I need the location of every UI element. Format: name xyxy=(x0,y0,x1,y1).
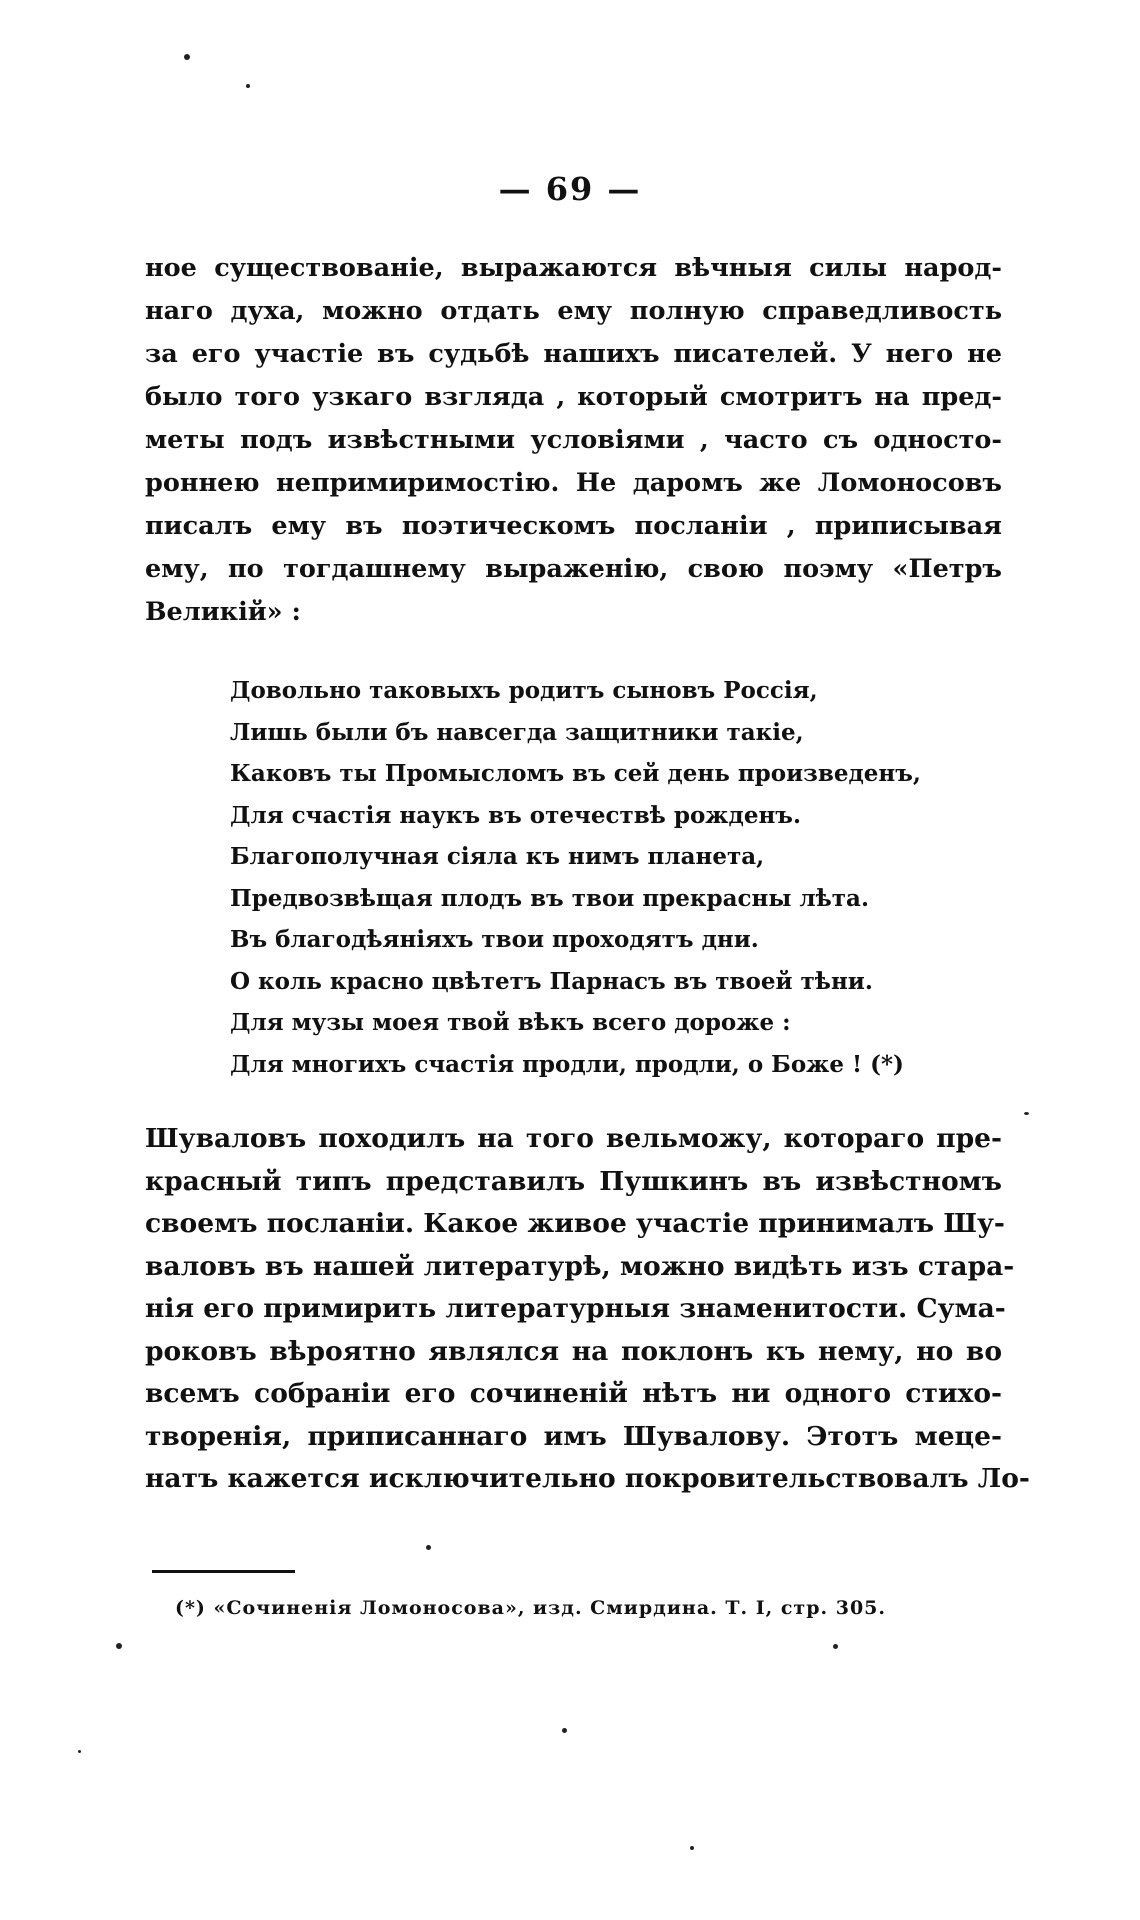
scan-speck xyxy=(562,1728,567,1733)
text-line: было того узкаго взгляда , который смотритъ на пред- xyxy=(145,382,1002,412)
poem-quote xyxy=(230,670,921,1085)
text-line: валовъ въ нашей литературѣ, можно видѣть изъ стара- xyxy=(145,1250,1015,1282)
paragraph-2 xyxy=(145,1118,1030,1501)
footnote-divider xyxy=(152,1570,295,1573)
scan-speck xyxy=(1024,1112,1029,1115)
scan-speck xyxy=(116,1643,122,1649)
text-line: своемъ посланіи. Какое живое участіе принималъ Шу- xyxy=(145,1208,1005,1239)
scan-speck xyxy=(78,1750,81,1753)
page-number: — 69 — xyxy=(498,170,642,208)
text-line: наго духа, можно отдать ему полную справедливость xyxy=(145,296,1002,326)
text-line: писалъ ему въ поэтическомъ посланіи , приписывая xyxy=(145,511,1002,541)
text-line: творенія, приписаннаго имъ Шувалову. Этотъ мецe- xyxy=(145,1420,1002,1452)
text-line: Великій» : xyxy=(145,597,301,627)
text-line: Шуваловъ походилъ на того вельможу, котораго пре- xyxy=(145,1123,1002,1154)
poem-line: Довольно таковыхъ родитъ сыновъ Россія, xyxy=(230,677,818,704)
scan-speck xyxy=(184,54,190,60)
text-line: всемъ собраніи его сочиненій нѣтъ ни одного стихо- xyxy=(145,1378,1002,1409)
text-line: роннею непримиримостію. Не даромъ же Ломоносовъ xyxy=(145,468,1002,498)
text-line: нія его примирить литературныя знаменитости. Сума- xyxy=(145,1293,1006,1324)
text-line: за его участіе въ судьбѣ нашихъ писателей. У него не xyxy=(145,339,1002,369)
scan-speck xyxy=(690,1846,694,1850)
text-line: роковъ вѣроятно являлся на поклонъ къ нему, но во xyxy=(145,1335,1002,1367)
scan-speck xyxy=(426,1545,431,1550)
text-line: ное существованіе, выражаются вѣчныя силы народ- xyxy=(145,253,1002,283)
scan-speck xyxy=(833,1644,838,1649)
text-line: ему, по тогдашнему выраженію, свою поэму «Петръ xyxy=(145,554,1002,584)
poem-line: Каковъ ты Промысломъ въ сей день произведенъ, xyxy=(230,760,921,787)
poem-line: Для счастія наукъ въ отечествѣ рожденъ. xyxy=(230,801,801,829)
paragraph-1 xyxy=(145,247,1002,634)
poem-line: Предвозвѣщая плодъ въ твои прекрасны лѣта. xyxy=(230,884,869,912)
poem-line: О коль красно цвѣтетъ Парнасъ въ твоей тѣни. xyxy=(230,967,873,995)
poem-line: Лишь были бъ навсегда защитники такіе, xyxy=(230,718,804,746)
poem-line: Для многихъ счастія продли, продли, о Боже ! (*) xyxy=(230,1050,904,1078)
poem-line: Благополучная сіяла къ нимъ планета, xyxy=(230,843,765,870)
text-line: меты подъ извѣстными условіями , часто съ односто- xyxy=(145,425,1002,455)
text-line: натъ кажется исключительно покровительствовалъ Ло- xyxy=(145,1463,1030,1494)
scan-speck xyxy=(246,84,250,88)
poem-line: Для музы моея твой вѣкъ всего дороже : xyxy=(230,1009,791,1036)
text-line: красный типъ представилъ Пушкинъ въ извѣстномъ xyxy=(145,1165,1002,1197)
footnote: (*) «Сочиненія Ломоносова», изд. Смирдина. Т. I, стр. 305. xyxy=(175,1597,886,1619)
poem-line: Въ благодѣяніяхъ твои проходятъ дни. xyxy=(230,926,759,953)
